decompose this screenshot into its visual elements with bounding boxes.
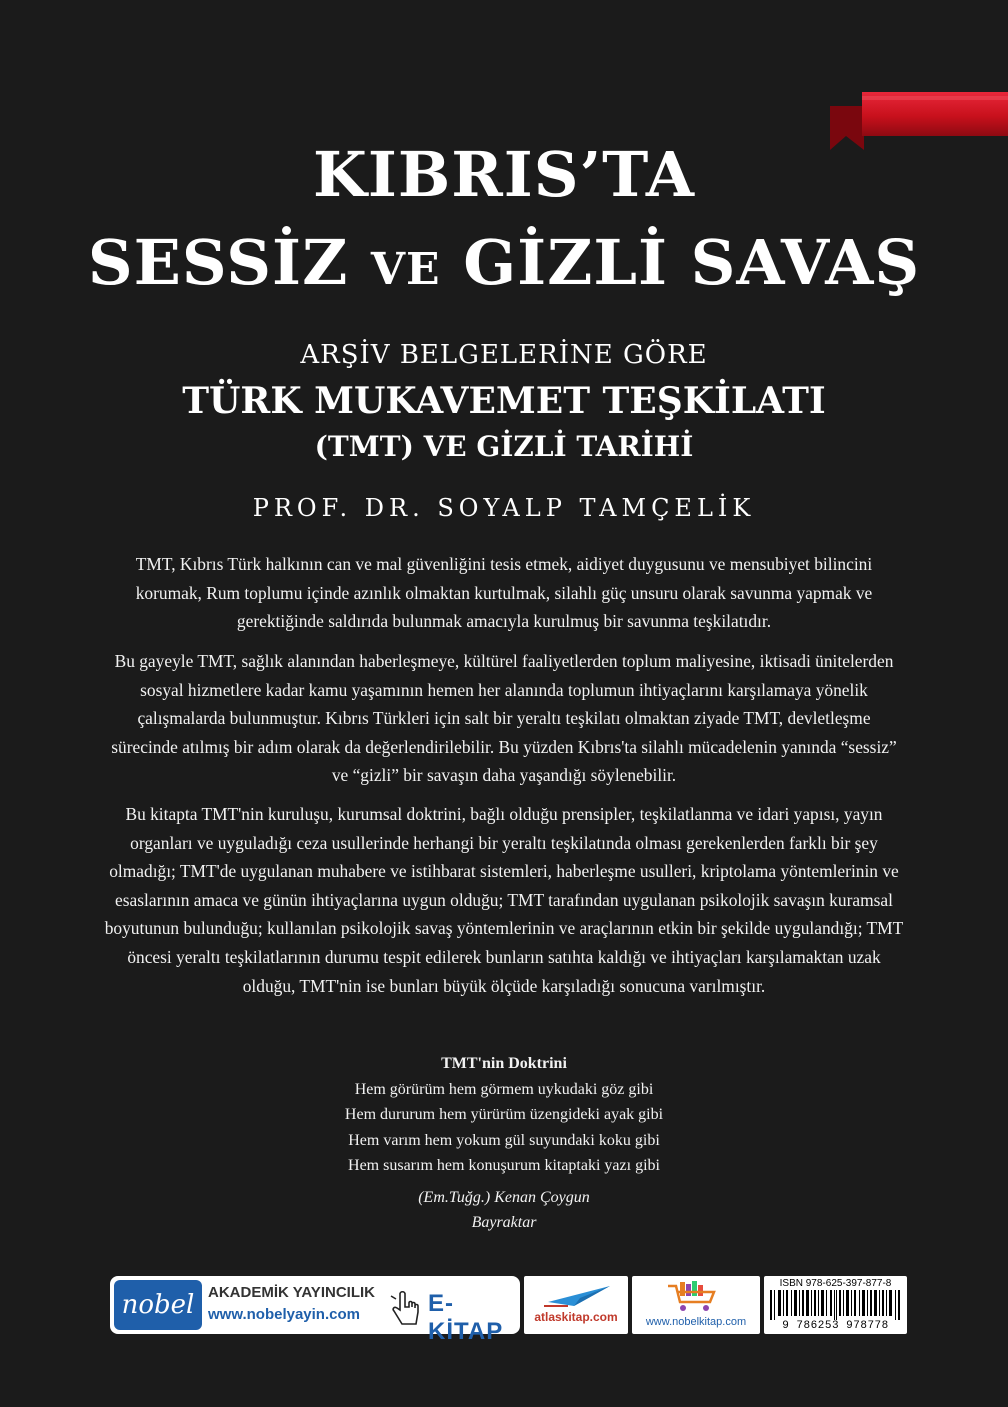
- title-line-1: KIBRIS’TA: [312, 138, 696, 211]
- paragraph-1: TMT, Kıbrıs Türk halkının can ve mal güvenliğini tesis etmek, aidiyet duygusunu ve mensubiyet bilincini korumak, Rum toplumu içinde azınlık olmaktan kurtulmak, silahlı güç unsuru olarak savunma yapmak ve gerektiğinde saldırıda bulunmak amacıyla kurulmuş bir savunma teşkilatıdır.: [135, 554, 873, 632]
- paper-plane-icon: [544, 1284, 614, 1308]
- isbn-label: ISBN 978-625-397-877-8: [779, 1278, 892, 1289]
- publisher-website[interactable]: www.nobelyayin.com: [208, 1306, 360, 1323]
- poem-signature-name: (Em.Tuğg.) Kenan Çoygun: [418, 1188, 590, 1206]
- poem-signature-title: Bayraktar: [471, 1214, 537, 1231]
- subtitle-line-3: (TMT) VE GİZLİ TARİHİ: [314, 430, 694, 463]
- poem-line: Hem görürüm hem görmem uykudaki göz gibi: [354, 1080, 654, 1098]
- subtitle-line-2: TÜRK MUKAVEMET TEŞKİLATI: [182, 380, 826, 422]
- barcode-icon: [770, 1290, 901, 1320]
- author-name: PROF. DR. SOYALP TAMÇELİK: [252, 494, 756, 522]
- title-ve: VE: [370, 244, 441, 295]
- pointer-hand-icon: [388, 1290, 422, 1330]
- poem-heading: TMT'nin Doktrini: [441, 1055, 567, 1072]
- poem-line: Hem dururum hem yürürüm üzengideki ayak gibi: [344, 1106, 664, 1123]
- ekitap-label[interactable]: E-KİTAP: [428, 1290, 504, 1345]
- nobelkitap-box: [632, 1276, 760, 1334]
- barcode-digits: 9 786253 978778: [782, 1320, 889, 1332]
- doctrine-poem: [0, 1051, 1008, 1236]
- publisher-bar: [110, 1276, 520, 1345]
- nobel-logo: nobel: [114, 1280, 202, 1330]
- isbn-barcode-box: [764, 1276, 907, 1334]
- poem-line: Hem varım hem yokum gül suyundaki koku gibi: [348, 1131, 660, 1149]
- paragraph-3: Bu kitapta TMT'nin kuruluşu, kurumsal doktrini, bağlı olduğu prensipler, teşkilatlanma ve idari yapısı, yayın organları ve uyguladığı ceza usullerinde herhangi bir yeraltı teşkilatında olması gerekenlerden farklı bir şey olmadığı; TMT'de uygulanan muhabere ve istihbarat sistemleri, haberleşme usulleri, kriptolama yöntemlerinin ve esaslarının amaca ve günün ihtiyaçlarına uygun olduğu; TMT tarafından uygulanan psikolojik savaşın kuramsal boyutunun bulunduğu; kullanılan psikolojik savaş yöntemlerinin ve araçlarının etkin bir şekilde uygulandığı; TMT öncesi yeraltı teşkilatlarının durumu tespit edilerek bunların satıhta kaldığı ve ihtiyaçları karşılamaktan uzak olduğu, TMT'nin ise bunları büyük ölçüde karşıladığı sonucuna varılmıştır.: [104, 804, 904, 996]
- shopping-cart-icon: [666, 1280, 722, 1314]
- atlaskitap-text[interactable]: atlaskitap.com: [534, 1310, 618, 1324]
- publisher-label: AKADEMİK YAYINCILIK: [208, 1284, 375, 1301]
- title-sessiz: SESSİZ: [87, 226, 349, 299]
- title-line-2: [0, 226, 1008, 299]
- poem-line: Hem susarım hem konuşurum kitaptaki yazı gibi: [348, 1157, 660, 1174]
- paragraph-2: Bu gayeyle TMT, sağlık alanından haberleşmeye, kültürel faaliyetlerden toplum maliyesine, iktisadi ünitelerden sosyal hizmetlere kadar kamu yaşamının hemen her alanında toplumun ihtiyaçlarını karşılamaya yönelik çalışmalarda bulunmuştur. Kıbrıs Türkleri için salt bir yeraltı teşkilatı olmaktan ziyade TMT, devletleşme sürecinde atılmış bir adım olarak da değerlendirilebilir. Bu yüzden Kıbrıs'ta silahlı mücadelenin yanında “sessiz” ve “gizli” bir savaşın daha yaşandığı söylenebilir.: [111, 651, 897, 786]
- nobelkitap-text[interactable]: www.nobelkitap.com: [645, 1316, 747, 1328]
- title-gizli-savas: GİZLİ SAVAŞ: [463, 226, 921, 299]
- subtitle-line-1: ARŞİV BELGELERİNE GÖRE: [300, 340, 708, 370]
- atlaskitap-box: [524, 1276, 628, 1334]
